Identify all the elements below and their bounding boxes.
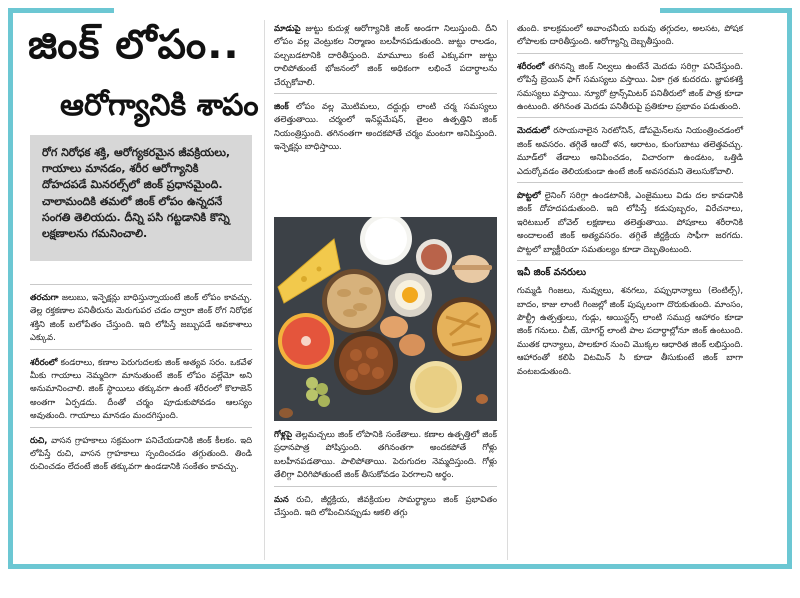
column-1 <box>30 284 252 478</box>
paragraph: మన రుచి, జీర్ణక్రియ, జీవక్రియల సామర్థ్యాలు జింక్ ప్రభావితం చేస్తుంది. ఇది లోపించినప్పుడు ఆకలి తగ్గు <box>274 493 497 518</box>
headline-line-2: ఆరోగ్యానికి శాపం <box>60 88 259 123</box>
column-divider <box>507 20 508 560</box>
headline-line-1: జింక్ లోపం.. <box>28 22 240 68</box>
divider <box>517 117 743 118</box>
column-divider <box>264 20 265 560</box>
divider <box>274 93 497 94</box>
sources-text: గుమ్మడి గింజలు, నువ్వులు, శనగలు, పప్పుధాన్యాలు (లెంటిల్స్), బాదం, కాజు లాంటి గింజల్లో జింక్ పుష్కలంగా దొరుకుతుంది. మాంసం, పౌల్ట్రీ ఉత్పత్తులు, గుడ్లు, ఆయిస్టర్స్ లాంటి సముద్ర ఆహారం కూడా జింక్ గనులు. చీజ్, యోగర్ట్ లాంటి పాల పదార్థాల్లోనూ జింక్ ఉంటుంది. ముతక ధాన్యాలు, పాలకూర నుంచి మొక్కల ఆధారిత జింక్ లభిస్తుంది. ఆహారంతో కలిపి విటమిన్ సి కూడా తీసుకుంటే జింక్ బాగా వంటబడుతుంది. <box>517 285 743 376</box>
paragraph: శరీరంలో తగినన్ని జింక్ నిల్వలు ఉంటేనే మెదడు సరిగ్గా పనిచేస్తుంది. లోపిస్తే బ్రెయిన్ ఫాగ్ సమస్యలు వస్తాయి. ఏకా గ్రత కుదరదు. జ్ఞాపకశక్తి సమస్యలు వస్తాయి. న్యూరో ట్రాన్స్‌మిటర్ పనితీరులో జింక్ పాత్ర కూడా ఉంటుంది. తగినంత మెదడు పనితీరుపై ప్రతికూల ప్రభావం పడుతుంది. <box>517 60 743 112</box>
paragraph: పొట్టలో లైనింగ్ సరిగ్గా ఉండటానికి, ఎంజైములు విడు దల కావడానికి జింక్ దోహదపడుతుంది. ఇది లోపిస్తే కడుపుబ్బరం, విరేచనాలు, ఇరిటబుల్ బోవెల్ లక్షణాలు తలెత్తుతాయి. పోషకాలు శరీరానికి అందాలంటే జింక్ అత్యవసరం. తగ్గితే జీర్ణక్రియ సాఫీగా జరగదు. పొట్టలో బ్యాక్టీరియా సమతుల్యం కూడా దెబ్బతింటుంది. <box>517 190 743 254</box>
divider <box>30 349 252 350</box>
paragraph: తరచుగా జలుబు, ఇన్ఫెక్షన్లు బాధిస్తున్నాయంటే జింక్ లోపం కావచ్చు. తెల్ల రక్తకణాల పనితీరును మెరుగుపర చడం ద్వారా జింక్ రోగ నిరోధక శక్తిని జింక్ బలోపేతం చేస్తుంది. ఇది లోపిస్తే జబ్బుపడే అవకాశాలు ఎక్కువ. <box>30 292 252 343</box>
paragraph: మెదడులో రసాయనాలైన సెరటోనిన్, డోపమైన్‌లను నియంత్రించడంలో జింక్ అవసరం. తగ్గితే ఆందో ళన, ఆరాటం, కుంగుబాటు తలెత్తవచ్చు. మూడ్‌లో తేడాలు అనిపించడం, విచారంగా ఉండటం, ఒత్తిడి ఎదుర్కోవడం తెలియకుండా ఉంటే జింక్ అవసరమని తెలుసుకోవాలి. <box>517 125 743 176</box>
intro-box: రోగ నిరోధక శక్తి, ఆరోగ్యకరమైన జీవక్రియలు, గాయాలు మానడం, శరీర ఆరోగ్యానికి దోహదపడే మినరల్స్‌లో జింక్ ప్రధానమైంది. చాలామందికి తమలో జింక్ లోపం ఉన్నదనే సంగతి తెలియదు. దీన్ని పసి గట్టడానికి కొన్ని లక్షణాలను గమనించాలి. <box>30 135 252 261</box>
divider <box>274 486 497 487</box>
paragraph: జింక్ లోపం వల్ల మొటిమలు, దద్దుర్లు లాంటి చర్మ సమస్యలు తలెత్తుతాయి. చర్మంలో ఇన్‌ఫ్లమేషన్, తైలం ఉత్పత్తిని జింక్ నియంత్రిస్తుంది. తగినంతగా అందకపోతే చర్మం మంటగా అనిపిస్తుంది. ఇన్ఫెక్షన్లు బాధిస్తాయి. <box>274 101 497 152</box>
sources-heading: ఇవీ జింక్ వనరులు <box>517 267 587 279</box>
paragraph: శరీరంలో కండరాలు, కణాల పెరుగుదలకు జింక్ అత్యవ సరం. ఒకవేళ మీకు గాయాలు నెమ్మదిగా మానుతుంటే జింక్ లోపం వల్లేమో అని అనుమానించాలి. జింక్ స్థాయిలు తక్కువగా ఉంటే శరీరంలో కొలాజెన్ అంతగా ఏర్పడదు. దీంతో చర్మం పూడుకుపోవడం ఆలస్యం అవుతుంది. గాయాలు మానడం మందగిస్తుంది. <box>30 356 252 421</box>
frame-top-right <box>660 8 792 13</box>
divider <box>517 260 743 261</box>
column-3 <box>517 22 743 382</box>
column-2-top <box>274 22 497 158</box>
divider <box>30 284 252 285</box>
paragraph: మాడుపై జుట్టు కుదుళ్ల ఆరోగ్యానికి జింక్ అండగా నిలుస్తుంది. దీని లోపం వల్ల వెంట్రుకల నిర్మాణం బలహీనపడుతుంది. జుట్టు రాలడం, పల్చబడటానికి దారితీస్తుంది. మామూలు కంటే ఎక్కువగా జుట్టు రాలిపోతుంటే భోజనంలో జింక్ అధికంగా లభించే పదార్థాలను చేర్చుకోవాలి. <box>274 23 497 87</box>
paragraph: రుచి, వాసన గ్రాహకాలు సక్రమంగా పనిచేయడానికి జింక్ కీలకం. ఇది లోపిస్తే రుచి, వాసన గ్రాహకాలు స్పందించడం తగ్గుతుంది. తిండి రుచించడం లేదంటే జింక్ తక్కువగా ఉండడానికి సంకేతం కావచ్చు. <box>30 434 252 472</box>
food-photo <box>274 217 497 421</box>
frame-bottom <box>8 564 792 569</box>
paragraph: గోళ్లపై తెల్లమచ్చలు జింక్ లోపానికి సంకేతాలు. కణాల ఉత్పత్తిలో జింక్ ప్రధానపాత్ర పోషిస్తుంది. తగినంతగా అందకపోతే గోళ్లు బలహీనపడతాయి. పాలిపోతాయి. పెరుగుదల నెమ్మదిస్తుంది. గోళ్లు తేలిగ్గా విరిగిపోతుంటే జింక్ తీసుకోవడం పెరగాలని అర్థం. <box>274 429 497 480</box>
frame-left <box>8 8 13 568</box>
frame-right <box>787 8 792 568</box>
zinc-foods-illustration <box>274 217 497 421</box>
frame-top-left <box>8 8 114 13</box>
divider <box>517 182 743 183</box>
divider <box>30 427 252 428</box>
paragraph: తుంది. కాలక్రమంలో అవాంఛనీయ బరువు తగ్గుదల, అలసట, పోషక లోపాలకు దారితీస్తుంది. ఆరోగ్యాన్ని దెబ్బతీస్తుంది. <box>517 23 743 47</box>
column-2-bottom <box>274 428 497 523</box>
divider <box>517 53 743 54</box>
